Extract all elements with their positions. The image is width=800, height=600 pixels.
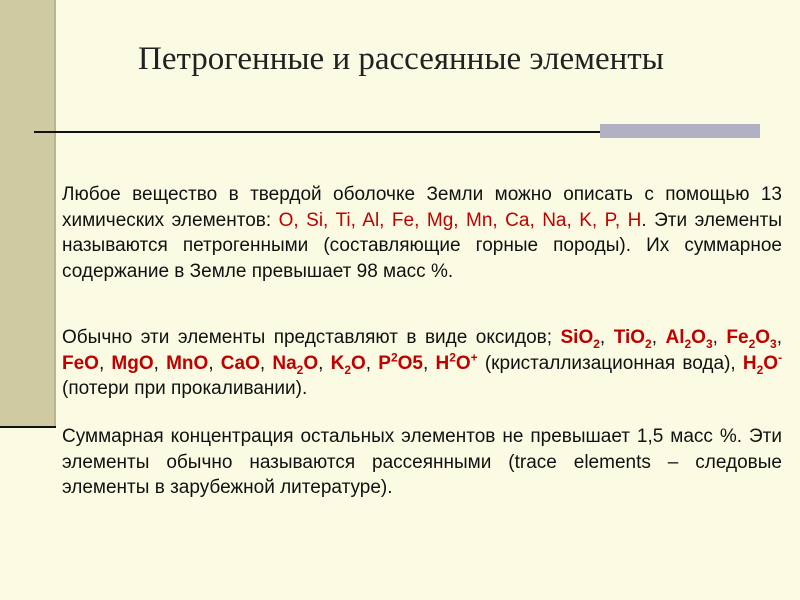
oxides-intro: Обычно эти элементы представляют в виде оксидов;: [62, 327, 561, 348]
slide-title: Петрогенные и рассеянные элементы: [138, 41, 664, 77]
oxide-list: SiO$_2$, TiO$_2$, $Al_2O_3$, $Fe_2O_3$, FeO, MgO, MnO, CaO, $Na_2O$, $K_2O$, $P^2O5$, $H^2O^+$: [62, 327, 783, 377]
oxide-formula: $Fe_2O_3$: [726, 327, 777, 351]
water-note: (кристаллизационная вода),: [484, 352, 743, 374]
paragraph-intro: Любое вещество в твердой оболочке Земли можно описать с помощью 13 химических элементов:: [62, 184, 782, 231]
left-decorative-bar: [0, 0, 56, 426]
oxide-formula: TiO$_2$: [613, 327, 652, 351]
oxide-formula: MnO: [166, 352, 209, 374]
oxide-formula: $P^2O5$: [378, 350, 423, 374]
oxide-formula: MgO: [111, 352, 154, 374]
h2o-minus-formula: $H_2O^-$: [742, 350, 783, 377]
loss-note: (потери при прокаливании).: [62, 378, 308, 399]
paragraph-petrogenic: [62, 182, 782, 284]
oxide-formula: $K_2O$: [330, 352, 366, 377]
oxide-formula: FeO: [62, 352, 99, 374]
paragraph-rest: . Эти элементы называются петрогенными (составляющие горные породы). Их суммарное содержание в Земле превышает 98 масс %.: [62, 209, 782, 282]
paragraph-trace-elements: Суммарная концентрация остальных элементов не превышает 1,5 масс %. Эти элементы обычно называются рассеянными (trace elements – следовые элементы в зарубежной литературе).: [62, 426, 782, 498]
paragraph-oxides: [62, 325, 782, 402]
oxide-formula: $Na_2O$: [272, 352, 319, 377]
oxide-formula: $H^2O^+$: [435, 350, 478, 374]
oxide-formula: $Al_2O_3$: [665, 327, 713, 351]
oxide-formula: SiO$_2$: [560, 327, 600, 351]
element-list: O, Si, Ti, Al, Fe, Mg, Mn, Ca, Na, K, P, H: [278, 209, 642, 231]
left-bar-underline: [0, 426, 56, 428]
oxide-formula: CaO: [220, 352, 260, 374]
title-accent-block: [600, 124, 760, 138]
